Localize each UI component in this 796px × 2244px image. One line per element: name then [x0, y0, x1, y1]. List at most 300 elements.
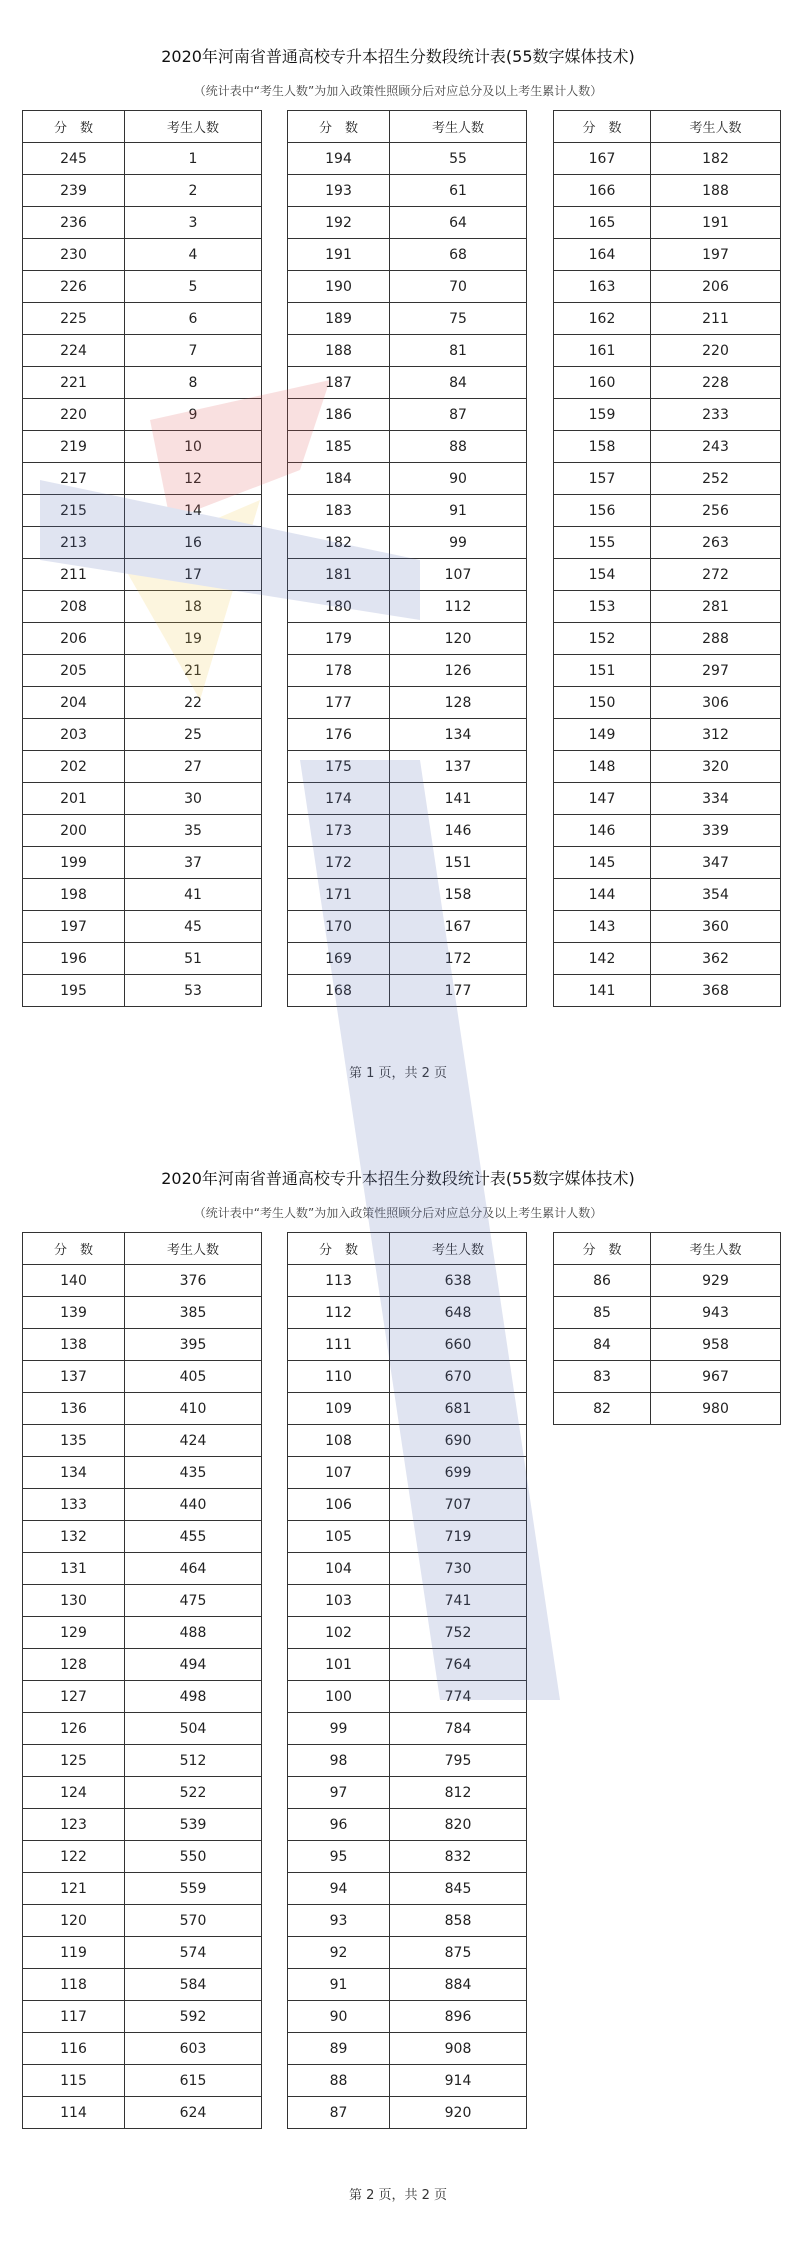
table-row: [23, 975, 262, 1007]
table-row: [288, 335, 527, 367]
table-row: [23, 847, 262, 879]
page-subtitle: （统计表中“考生人数”为加入政策性照顾分后对应总分及以上考生累计人数）: [193, 1206, 603, 1220]
table-row: [23, 1969, 262, 2001]
count-cell: 37: [125, 847, 262, 879]
count-cell: 297: [651, 655, 781, 687]
count-cell: 272: [651, 559, 781, 591]
score-cell: 129: [23, 1617, 125, 1649]
score-cell: 167: [554, 143, 651, 175]
score-cell: 224: [23, 335, 125, 367]
score-cell: 91: [288, 1969, 390, 2001]
table-row: [23, 335, 262, 367]
score-cell: 132: [23, 1521, 125, 1553]
score-cell: 142: [554, 943, 651, 975]
score-cell: 138: [23, 1329, 125, 1361]
table-row: [288, 1553, 527, 1585]
score-cell: 152: [554, 623, 651, 655]
score-cell: 136: [23, 1393, 125, 1425]
count-cell: 134: [390, 719, 527, 751]
score-cell: 168: [288, 975, 390, 1007]
count-cell: 498: [125, 1681, 262, 1713]
score-cell: 201: [23, 783, 125, 815]
count-cell: 512: [125, 1745, 262, 1777]
score-cell: 130: [23, 1585, 125, 1617]
score-cell: 162: [554, 303, 651, 335]
count-cell: 832: [390, 1841, 527, 1873]
count-cell: 784: [390, 1713, 527, 1745]
count-cell: 88: [390, 431, 527, 463]
score-cell: 98: [288, 1745, 390, 1777]
table-row: [23, 143, 262, 175]
page-subtitle: （统计表中“考生人数”为加入政策性照顾分后对应总分及以上考生累计人数）: [193, 84, 603, 98]
table-row: [23, 303, 262, 335]
table-row: [23, 1937, 262, 1969]
table-row: [288, 687, 527, 719]
score-cell: 122: [23, 1841, 125, 1873]
table-row: [288, 431, 527, 463]
score-cell: 139: [23, 1297, 125, 1329]
count-cell: 167: [390, 911, 527, 943]
score-cell: 193: [288, 175, 390, 207]
score-cell: 190: [288, 271, 390, 303]
count-cell: 730: [390, 1553, 527, 1585]
score-cell: 144: [554, 879, 651, 911]
score-cell: 108: [288, 1425, 390, 1457]
count-cell: 570: [125, 1905, 262, 1937]
column-header-count: 考生人数: [651, 1233, 781, 1265]
count-cell: 914: [390, 2065, 527, 2097]
score-cell: 148: [554, 751, 651, 783]
column-header-score: 分 数: [23, 111, 125, 143]
count-cell: 908: [390, 2033, 527, 2065]
count-cell: 182: [651, 143, 781, 175]
count-cell: 980: [651, 1393, 781, 1425]
score-cell: 86: [554, 1265, 651, 1297]
count-cell: 312: [651, 719, 781, 751]
table-row: [23, 175, 262, 207]
column-header-score: 分 数: [554, 1233, 651, 1265]
score-cell: 92: [288, 1937, 390, 1969]
table-row: [288, 1489, 527, 1521]
score-cell: 126: [23, 1713, 125, 1745]
count-cell: 14: [125, 495, 262, 527]
count-cell: 820: [390, 1809, 527, 1841]
count-cell: 943: [651, 1297, 781, 1329]
count-cell: 1: [125, 143, 262, 175]
score-cell: 236: [23, 207, 125, 239]
score-cell: 135: [23, 1425, 125, 1457]
score-cell: 97: [288, 1777, 390, 1809]
score-cell: 170: [288, 911, 390, 943]
score-cell: 118: [23, 1969, 125, 2001]
score-cell: 200: [23, 815, 125, 847]
count-cell: 177: [390, 975, 527, 1007]
score-cell: 102: [288, 1617, 390, 1649]
table-row: [288, 623, 527, 655]
table-row: [23, 1457, 262, 1489]
table-row: [23, 2001, 262, 2033]
table-row: [23, 495, 262, 527]
score-cell: 155: [554, 527, 651, 559]
table-row: [554, 783, 781, 815]
count-cell: 87: [390, 399, 527, 431]
table-row: [288, 847, 527, 879]
score-cell: 127: [23, 1681, 125, 1713]
table-row: [23, 751, 262, 783]
table-row: [554, 463, 781, 495]
table-row: [288, 943, 527, 975]
table-row: [288, 1873, 527, 1905]
score-cell: 205: [23, 655, 125, 687]
score-table-4: [22, 1232, 262, 2129]
table-row: [288, 2033, 527, 2065]
count-cell: 958: [651, 1329, 781, 1361]
count-cell: 191: [651, 207, 781, 239]
table-row: [554, 1329, 781, 1361]
score-cell: 179: [288, 623, 390, 655]
count-cell: 624: [125, 2097, 262, 2129]
score-cell: 112: [288, 1297, 390, 1329]
count-cell: 228: [651, 367, 781, 399]
table-row: [288, 655, 527, 687]
score-cell: 169: [288, 943, 390, 975]
score-cell: 90: [288, 2001, 390, 2033]
score-cell: 211: [23, 559, 125, 591]
score-cell: 125: [23, 1745, 125, 1777]
table-row: [288, 303, 527, 335]
score-cell: 137: [23, 1361, 125, 1393]
count-cell: 858: [390, 1905, 527, 1937]
count-cell: 494: [125, 1649, 262, 1681]
count-cell: 126: [390, 655, 527, 687]
count-cell: 19: [125, 623, 262, 655]
table-row: [288, 1361, 527, 1393]
score-cell: 96: [288, 1809, 390, 1841]
count-cell: 51: [125, 943, 262, 975]
table-row: [554, 879, 781, 911]
count-cell: 368: [651, 975, 781, 1007]
score-cell: 219: [23, 431, 125, 463]
score-cell: 150: [554, 687, 651, 719]
count-cell: 22: [125, 687, 262, 719]
table-row: [23, 1681, 262, 1713]
score-cell: 120: [23, 1905, 125, 1937]
score-cell: 220: [23, 399, 125, 431]
table-row: [288, 559, 527, 591]
score-cell: 84: [554, 1329, 651, 1361]
score-cell: 153: [554, 591, 651, 623]
count-cell: 424: [125, 1425, 262, 1457]
table-row: [23, 207, 262, 239]
column-header-score: 分 数: [288, 1233, 390, 1265]
table-row: [23, 623, 262, 655]
score-cell: 186: [288, 399, 390, 431]
table-row: [288, 1713, 527, 1745]
score-cell: 188: [288, 335, 390, 367]
table-row: [288, 1521, 527, 1553]
count-cell: 35: [125, 815, 262, 847]
table-row: [288, 1425, 527, 1457]
count-cell: 128: [390, 687, 527, 719]
table-row: [288, 1297, 527, 1329]
count-cell: 9: [125, 399, 262, 431]
table-row: [23, 1777, 262, 1809]
table-row: [288, 271, 527, 303]
count-cell: 584: [125, 1969, 262, 2001]
table-row: [23, 1489, 262, 1521]
count-cell: 55: [390, 143, 527, 175]
count-cell: 638: [390, 1265, 527, 1297]
table-row: [23, 2033, 262, 2065]
score-cell: 197: [23, 911, 125, 943]
document-page-2: [0, 1122, 796, 2244]
count-cell: 539: [125, 1809, 262, 1841]
score-cell: 113: [288, 1265, 390, 1297]
score-cell: 109: [288, 1393, 390, 1425]
count-cell: 875: [390, 1937, 527, 1969]
table-row: [554, 559, 781, 591]
count-cell: 741: [390, 1585, 527, 1617]
count-cell: 84: [390, 367, 527, 399]
table-row: [554, 1361, 781, 1393]
score-cell: 171: [288, 879, 390, 911]
table-row: [23, 1521, 262, 1553]
score-cell: 230: [23, 239, 125, 271]
count-cell: 362: [651, 943, 781, 975]
table-row: [554, 815, 781, 847]
score-table-3: [553, 110, 781, 1007]
count-cell: 440: [125, 1489, 262, 1521]
score-cell: 103: [288, 1585, 390, 1617]
table-row: [288, 463, 527, 495]
score-table-2: [287, 110, 527, 1007]
count-cell: 141: [390, 783, 527, 815]
table-row: [554, 975, 781, 1007]
score-cell: 143: [554, 911, 651, 943]
table-row: [288, 879, 527, 911]
count-cell: 2: [125, 175, 262, 207]
table-row: [23, 399, 262, 431]
count-cell: 281: [651, 591, 781, 623]
count-cell: 12: [125, 463, 262, 495]
count-cell: 146: [390, 815, 527, 847]
score-cell: 147: [554, 783, 651, 815]
table-row: [23, 1297, 262, 1329]
score-cell: 83: [554, 1361, 651, 1393]
score-cell: 189: [288, 303, 390, 335]
count-cell: 107: [390, 559, 527, 591]
table-row: [554, 399, 781, 431]
count-cell: 112: [390, 591, 527, 623]
score-cell: 128: [23, 1649, 125, 1681]
count-cell: 91: [390, 495, 527, 527]
table-row: [288, 591, 527, 623]
score-cell: 160: [554, 367, 651, 399]
table-row: [288, 783, 527, 815]
count-cell: 137: [390, 751, 527, 783]
table-row: [288, 1457, 527, 1489]
count-cell: 7: [125, 335, 262, 367]
count-cell: 464: [125, 1553, 262, 1585]
table-row: [554, 1297, 781, 1329]
score-cell: 145: [554, 847, 651, 879]
table-row: [288, 399, 527, 431]
table-row: [554, 911, 781, 943]
score-cell: 203: [23, 719, 125, 751]
score-cell: 226: [23, 271, 125, 303]
table-row: [23, 527, 262, 559]
table-row: [288, 175, 527, 207]
count-cell: 18: [125, 591, 262, 623]
count-cell: 25: [125, 719, 262, 751]
column-header-count: 考生人数: [125, 111, 262, 143]
count-cell: 53: [125, 975, 262, 1007]
count-cell: 70: [390, 271, 527, 303]
score-cell: 225: [23, 303, 125, 335]
table-row: [23, 1649, 262, 1681]
table-row: [23, 1873, 262, 1905]
table-row: [23, 1361, 262, 1393]
score-cell: 172: [288, 847, 390, 879]
score-cell: 104: [288, 1553, 390, 1585]
score-cell: 134: [23, 1457, 125, 1489]
table-row: [554, 719, 781, 751]
count-cell: 197: [651, 239, 781, 271]
count-cell: 376: [125, 1265, 262, 1297]
table-row: [23, 239, 262, 271]
count-cell: 81: [390, 335, 527, 367]
count-cell: 670: [390, 1361, 527, 1393]
count-cell: 3: [125, 207, 262, 239]
table-row: [288, 911, 527, 943]
table-row: [288, 2001, 527, 2033]
count-cell: 812: [390, 1777, 527, 1809]
score-cell: 187: [288, 367, 390, 399]
table-row: [288, 719, 527, 751]
score-cell: 206: [23, 623, 125, 655]
count-cell: 929: [651, 1265, 781, 1297]
count-cell: 550: [125, 1841, 262, 1873]
table-row: [23, 559, 262, 591]
score-cell: 164: [554, 239, 651, 271]
count-cell: 5: [125, 271, 262, 303]
column-header-count: 考生人数: [651, 111, 781, 143]
count-cell: 504: [125, 1713, 262, 1745]
count-cell: 884: [390, 1969, 527, 2001]
score-cell: 198: [23, 879, 125, 911]
score-cell: 119: [23, 1937, 125, 1969]
score-cell: 163: [554, 271, 651, 303]
score-table-6: [553, 1232, 781, 1425]
count-cell: 559: [125, 1873, 262, 1905]
table-row: [554, 655, 781, 687]
count-cell: 699: [390, 1457, 527, 1489]
score-cell: 158: [554, 431, 651, 463]
table-row: [554, 143, 781, 175]
column-header-count: 考生人数: [390, 111, 527, 143]
score-cell: 124: [23, 1777, 125, 1809]
count-cell: 68: [390, 239, 527, 271]
count-cell: 339: [651, 815, 781, 847]
table-row: [23, 2065, 262, 2097]
count-cell: 8: [125, 367, 262, 399]
count-cell: 120: [390, 623, 527, 655]
table-row: [288, 2097, 527, 2129]
count-cell: 681: [390, 1393, 527, 1425]
table-row: [554, 687, 781, 719]
count-cell: 395: [125, 1329, 262, 1361]
table-row: [23, 1905, 262, 1937]
count-cell: 660: [390, 1329, 527, 1361]
score-cell: 110: [288, 1361, 390, 1393]
table-row: [554, 527, 781, 559]
score-cell: 176: [288, 719, 390, 751]
table-row: [288, 143, 527, 175]
count-cell: 320: [651, 751, 781, 783]
table-row: [23, 1617, 262, 1649]
score-cell: 181: [288, 559, 390, 591]
score-cell: 114: [23, 2097, 125, 2129]
score-cell: 184: [288, 463, 390, 495]
table-row: [288, 1649, 527, 1681]
table-row: [288, 1905, 527, 1937]
count-cell: 263: [651, 527, 781, 559]
score-cell: 117: [23, 2001, 125, 2033]
table-row: [288, 1745, 527, 1777]
table-row: [23, 591, 262, 623]
score-cell: 156: [554, 495, 651, 527]
count-cell: 220: [651, 335, 781, 367]
count-cell: 488: [125, 1617, 262, 1649]
column-header-count: 考生人数: [390, 1233, 527, 1265]
table-row: [288, 1809, 527, 1841]
score-cell: 88: [288, 2065, 390, 2097]
count-cell: 896: [390, 2001, 527, 2033]
table-row: [288, 1329, 527, 1361]
page-footer: 第 1 页，共 2 页: [348, 1066, 448, 1081]
count-cell: 252: [651, 463, 781, 495]
table-row: [288, 1777, 527, 1809]
count-cell: 475: [125, 1585, 262, 1617]
score-cell: 123: [23, 1809, 125, 1841]
table-row: [288, 975, 527, 1007]
count-cell: 385: [125, 1297, 262, 1329]
count-cell: 45: [125, 911, 262, 943]
count-cell: 151: [390, 847, 527, 879]
table-row: [554, 335, 781, 367]
count-cell: 690: [390, 1425, 527, 1457]
table-row: [23, 1585, 262, 1617]
score-cell: 85: [554, 1297, 651, 1329]
score-cell: 89: [288, 2033, 390, 2065]
score-cell: 178: [288, 655, 390, 687]
count-cell: 360: [651, 911, 781, 943]
count-cell: 615: [125, 2065, 262, 2097]
count-cell: 592: [125, 2001, 262, 2033]
table-row: [288, 1265, 527, 1297]
count-cell: 61: [390, 175, 527, 207]
page-title: 2020年河南省普通高校专升本招生分数段统计表(55数字媒体技术): [161, 47, 635, 66]
table-row: [554, 271, 781, 303]
score-cell: 159: [554, 399, 651, 431]
count-cell: 188: [651, 175, 781, 207]
count-cell: 334: [651, 783, 781, 815]
score-cell: 221: [23, 367, 125, 399]
score-cell: 173: [288, 815, 390, 847]
score-cell: 101: [288, 1649, 390, 1681]
table-row: [23, 655, 262, 687]
table-row: [288, 1585, 527, 1617]
